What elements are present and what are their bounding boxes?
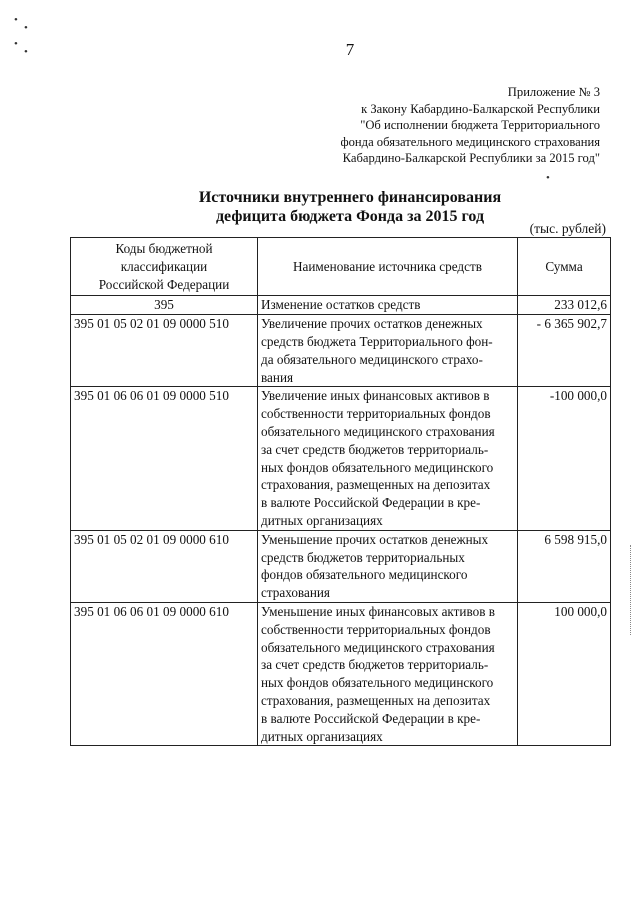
source-name-line: Уменьшение иных финансовых активов в [261,603,495,619]
source-name-line: за счет средств бюджетов территориаль- [261,657,489,673]
source-name-line: собственности территориальных фондов [261,621,491,637]
scan-mark: • [546,172,550,184]
units-label: (тыс. рублей) [529,221,606,236]
source-name-line: дитных организациях [261,728,383,744]
source-name-line: Увеличение прочих остатков денежных [261,316,483,332]
table-header-row [71,238,611,296]
header-sum: Сумма [518,238,611,296]
appendix-line: Приложение № 3 [507,85,600,99]
source-name-line: вания [261,369,294,385]
financing-sources-table [70,237,611,746]
scan-mark: • [24,46,28,58]
scan-mark: • [14,14,18,26]
source-name-line: Уменьшение прочих остатков денежных [261,531,489,547]
amount-cell: 100 000,0 [518,602,611,745]
title-line: дефицита бюджета Фонда за 2015 год [215,208,485,225]
appendix-line: "Об исполнении бюджета Территориального [360,118,600,132]
table-row [71,315,611,387]
scan-mark: • [14,38,18,50]
source-name-cell [258,315,518,387]
source-name-line: дитных организациях [261,512,383,528]
amount-cell: 233 012,6 [518,296,611,315]
source-name-cell [258,296,518,315]
amount-cell: 6 598 915,0 [518,530,611,602]
source-name-line: Изменение остатков средств [261,297,421,313]
source-name-line: страхования, размещенных на депозитах [261,477,491,493]
appendix-line: фонда обязательного медицинского страхования [340,134,600,149]
source-name-cell [258,602,518,745]
source-name-line: за счет средств бюджетов территориаль- [261,441,489,457]
source-name-line: в валюте Российской Федерации в кре- [261,495,481,511]
source-name-line: ных фондов обязательного медицинского [261,675,494,691]
source-name-line: обязательного медицинского страхования [261,639,495,655]
budget-code-cell: 395 01 05 02 01 09 0000 610 [71,530,258,602]
amount-cell: - 6 365 902,7 [518,315,611,387]
source-name-line: Увеличение иных финансовых активов в [261,388,490,404]
source-name-line: фондов обязательного медицинского [261,567,468,583]
budget-code-cell: 395 01 06 06 01 09 0000 510 [71,387,258,530]
budget-code-cell: 395 [71,296,258,315]
table-row [71,530,611,602]
source-name-line: да обязательного медицинского страхо- [261,351,483,367]
source-name-line: средств бюджетов территориальных [261,549,465,565]
table-row [71,387,611,530]
budget-code-cell: 395 01 05 02 01 09 0000 510 [71,315,258,387]
source-name-line: страхования [261,585,330,601]
source-name-cell [258,530,518,602]
header-codes: Коды бюджетной классификации Российской Федерации [71,238,258,296]
appendix-line: к Закону Кабардино-Балкарской Республики [361,101,600,116]
amount-cell: -100 000,0 [518,387,611,530]
header-name: Наименование источника средств [258,238,518,296]
source-name-line: собственности территориальных фондов [261,406,491,422]
source-name-line: средств бюджета Территориального фон- [261,333,493,349]
source-name-cell [258,387,518,530]
scan-mark: • [24,22,28,34]
appendix-line: Кабардино-Балкарской Республики за 2015 год" [342,151,600,165]
budget-code-cell: 395 01 06 06 01 09 0000 610 [71,602,258,745]
table-row [71,296,611,315]
source-name-line: ных фондов обязательного медицинского [261,459,494,475]
source-name-line: в валюте Российской Федерации в кре- [261,710,481,726]
source-name-line: страхования, размещенных на депозитах [261,692,491,708]
table-row [71,602,611,745]
title-line: Источники внутреннего финансирования [198,189,502,206]
appendix-heading [300,84,600,167]
page-number: 7 [345,40,355,59]
source-name-line: обязательного медицинского страхования [261,423,495,439]
scan-edge-mark [630,545,632,635]
